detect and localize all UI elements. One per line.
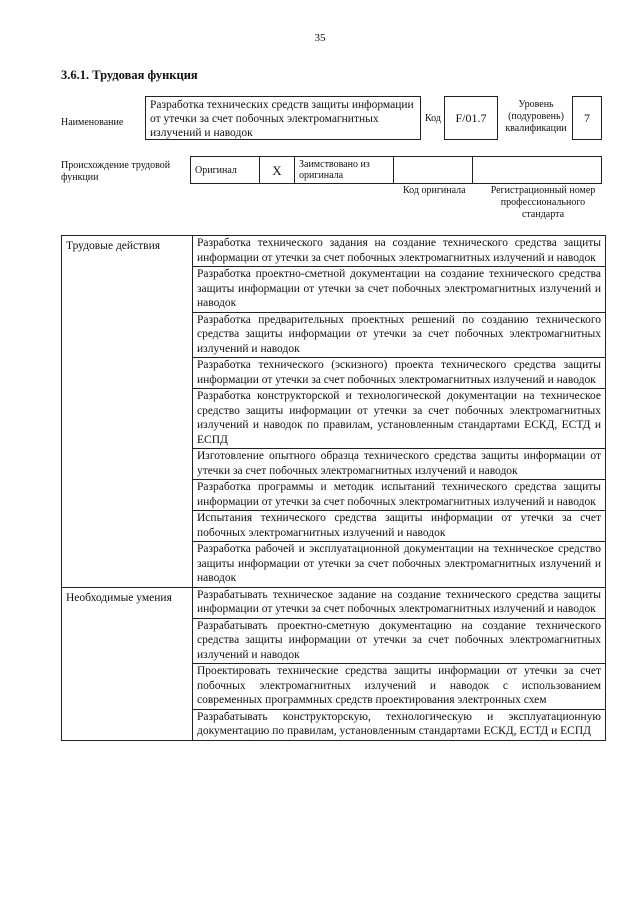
code-value: F/01.7 (455, 110, 487, 125)
table-item: Разработка конструкторской и технологической документации на техническое средство защиты информации от утечки за счет побочных электромагнитных излучений и наводок по правилам, установленным стандартами ЕСКД, ЕСТД и ЕСПД (193, 389, 606, 449)
table-item: Разработка рабочей и эксплуатационной документации на техническое средство защиты информации от утечки за счет побочных электромагнитных излучений и наводок (193, 542, 606, 588)
table-item: Разработка технического задания на создание технического средства защиты информации от утечки за счет побочных электромагнитных излучений и наводок (193, 236, 606, 267)
section-heading: Трудовые действия (62, 236, 193, 588)
table-row (62, 236, 606, 267)
reg-number-cell (472, 156, 602, 184)
original-mark-cell (259, 156, 295, 184)
section-heading: Необходимые умения (62, 587, 193, 740)
section-title: 3.6.1. Трудовая функция (61, 68, 198, 82)
level-label: Уровень (подуровень) квалификации (505, 99, 567, 134)
table-item: Разрабатывать техническое задание на создание технического средства защиты информации от утечки за счет побочных электромагнитных излучений и наводок (193, 587, 606, 618)
borrowed-label: Заимствовано из оригинала (299, 159, 370, 181)
code-original-cell (393, 156, 473, 184)
level-value: 7 (584, 110, 590, 125)
table-item: Испытания технического средства защиты информации от утечки за счет побочных электромагнитных излучений и наводок (193, 511, 606, 542)
table-item: Разработка предварительных проектных решений по созданию технического средства защиты информации от утечки за счет побочных электромагнитных излучений и наводок (193, 312, 606, 358)
origin-label: Происхождение трудовой функции (61, 160, 171, 183)
reg-number-label: Регистрационный номер профессионального стандарта (490, 185, 596, 220)
level-box (572, 96, 602, 140)
table-item: Разработка проектно-сметной документации на создание технического средства защиты информации от утечки за счет побочных электромагнитных излучений и наводок (193, 267, 606, 313)
table-item: Разрабатывать проектно-сметную документацию на создание технического средства защиты информации от утечки за счет побочных электромагнитных излучений и наводок (193, 618, 606, 664)
code-label: Код (425, 113, 441, 124)
original-cell (190, 156, 260, 184)
original-label: Оригинал (195, 165, 237, 176)
function-name-value: Разработка технических средств защиты информации от утечки за счет побочных электромагнитных излучений и наводок (150, 99, 414, 139)
origin-row (190, 156, 602, 184)
borrowed-cell (294, 156, 394, 184)
code-original-label: Код оригинала (403, 185, 466, 196)
code-box (444, 96, 498, 140)
table-item: Разработка программы и методик испытаний технического средства защиты информации от утечки за счет побочных электромагнитных излучений и наводок (193, 480, 606, 511)
table-item: Проектировать технические средства защиты информации от утечки за счет побочных электромагнитных излучений и наводок с использованием современных программных средств проектирования электронных схем (193, 664, 606, 710)
original-mark: X (272, 162, 282, 178)
function-table (61, 235, 606, 741)
table-item: Разрабатывать конструкторскую, технологическую и эксплуатационную документацию по правилам, установленным стандартами ЕСКД, ЕСТД и ЕСПД (193, 709, 606, 740)
page-number: 35 (314, 32, 326, 44)
table-item: Разработка технического (эскизного) проекта технического средства защиты информации от утечки за счет побочных электромагнитных излучений и наводок (193, 358, 606, 389)
function-name-box (145, 96, 421, 140)
table-item: Изготовление опытного образца технического средства защиты информации от утечки за счет побочных электромагнитных излучений и наводок (193, 449, 606, 480)
table-row (62, 587, 606, 618)
name-label: Наименование (61, 117, 124, 128)
